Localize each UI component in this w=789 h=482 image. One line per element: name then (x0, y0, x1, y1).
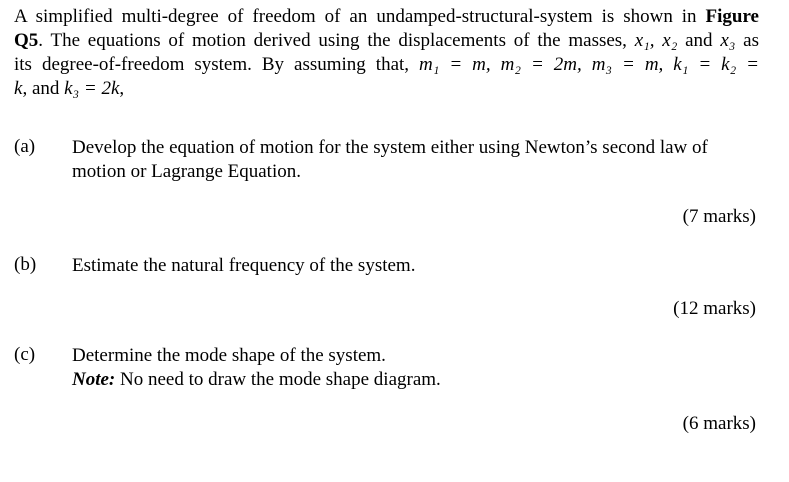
question-c-label: (c) (14, 344, 36, 365)
question-a-text (72, 136, 758, 184)
math-k3: k₃ = 2k (64, 78, 120, 99)
intro-text: as (735, 30, 760, 51)
question-b-text (72, 254, 758, 278)
intro-line-1 (14, 5, 759, 29)
intro-text: , and (22, 78, 65, 99)
note-text: No need to draw the mode shape diagram. (115, 369, 441, 390)
figure-ref: Figure (705, 6, 759, 27)
note-label: Note: (72, 369, 116, 390)
intro-line-2 (14, 29, 759, 53)
question-c-marks: (6 marks) (682, 413, 756, 434)
question-a-line-1: Develop the equation of motion for the system either using Newton’s second law of (72, 137, 708, 158)
question-a-marks: (7 marks) (682, 206, 756, 227)
intro-text: its degree-of-freedom system. By assuming that, (14, 54, 420, 75)
intro-text: and (677, 30, 721, 51)
intro-text: A simplified multi-degree of freedom of an undamped-structural-system is shown in (14, 6, 706, 27)
question-c-note (72, 368, 758, 392)
question-intro (14, 5, 759, 101)
question-c-text (72, 344, 758, 392)
question-b-marks: (12 marks) (673, 298, 756, 319)
figure-ref-number: Q5 (14, 30, 39, 51)
question-b-label: (b) (14, 254, 37, 275)
question-c-line-1: Determine the mode shape of the system. (72, 345, 386, 366)
math-x1-x2: x₁, x₂ (634, 30, 678, 51)
question-a-line-2: motion or Lagrange Equation. (72, 161, 301, 182)
math-assumptions: m₁ = m, m₂ = 2m, m₃ = m, k₁ = k₂ = (419, 54, 759, 75)
question-a-label: (a) (14, 136, 36, 157)
question-b-line-1: Estimate the natural frequency of the system. (72, 255, 416, 276)
intro-text: . The equations of motion derived using the displacements of the masses, (38, 30, 635, 51)
intro-line-3 (14, 53, 759, 77)
math-x3: x₃ (720, 30, 736, 51)
math-k: k (14, 78, 23, 99)
intro-text: , (119, 78, 125, 99)
intro-line-4 (14, 77, 759, 101)
